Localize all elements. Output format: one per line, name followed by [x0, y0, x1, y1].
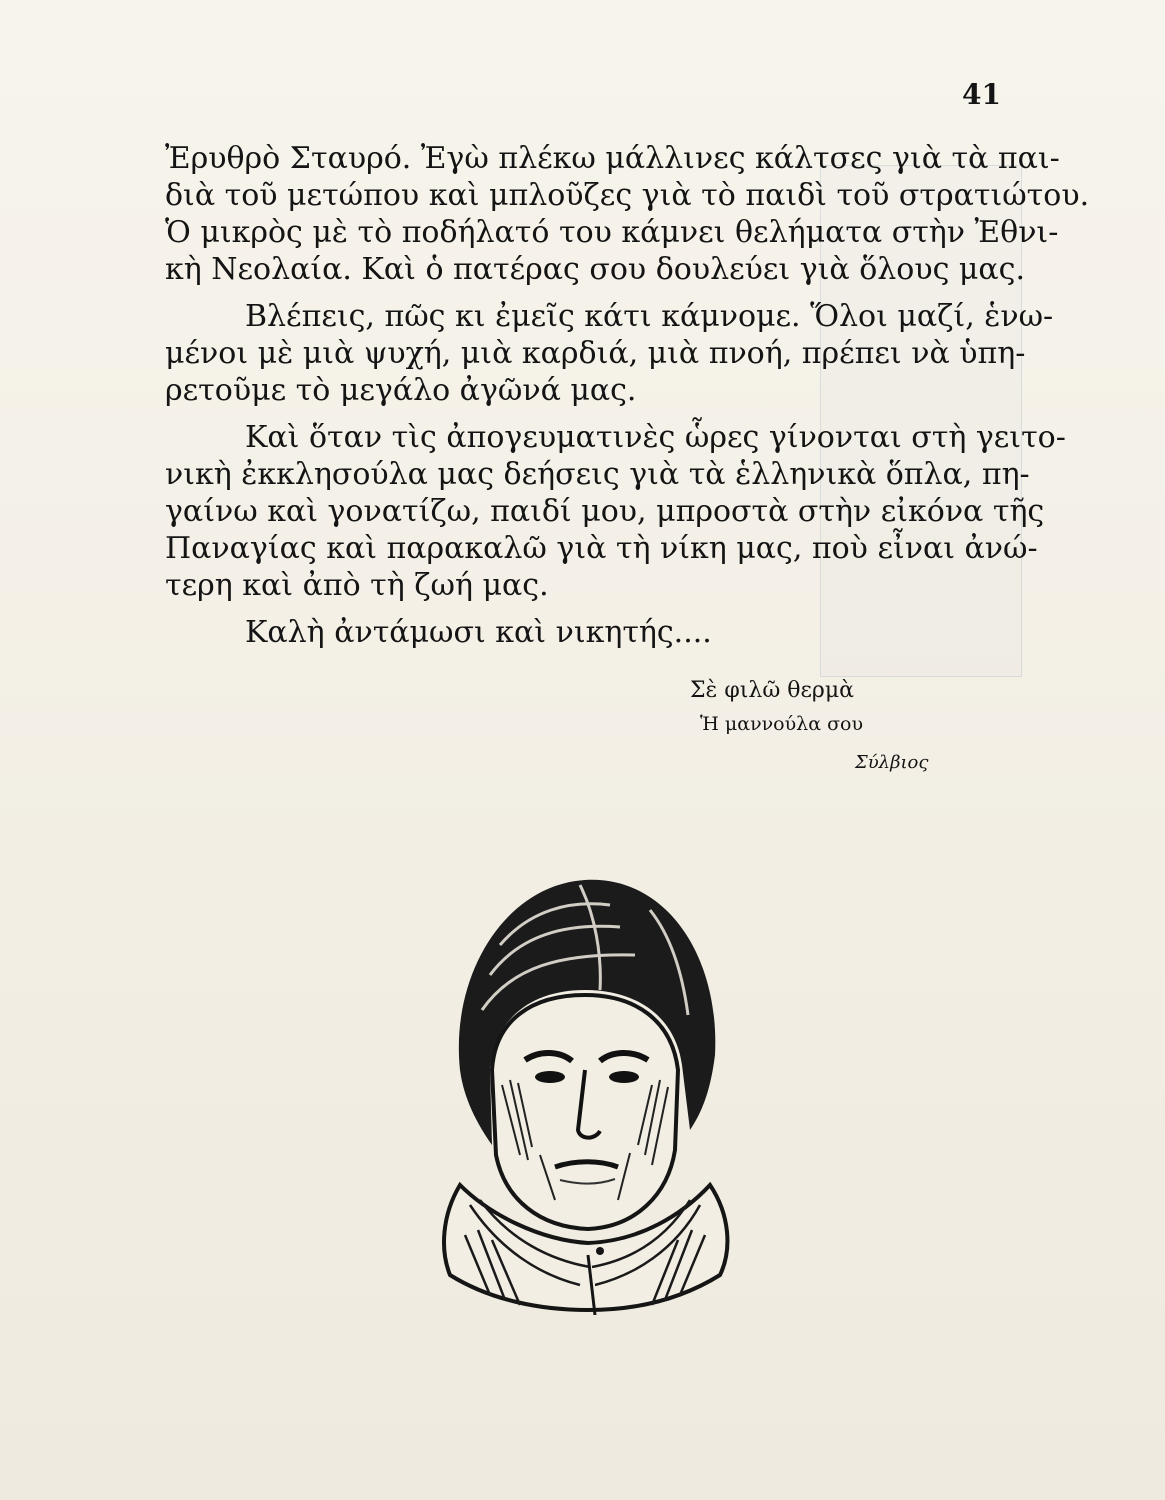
closing-line-2: Ἡ μαννούλα σου: [700, 713, 864, 735]
closing-line: Σὲ φιλῶ θερμὰ: [690, 678, 854, 703]
text-line: κὴ Νεολαία. Καὶ ὁ πατέρας σου δουλεύει γιὰ ὅλους μας.: [165, 252, 1025, 287]
page-number: 41: [962, 78, 1001, 111]
paragraph-4: [165, 614, 1015, 651]
text-line: Ἐρυθρὸ Σταυρό. Ἐγὼ πλέκω μάλλινες κάλτσες γιὰ τὰ παι-: [165, 141, 1060, 176]
letter-body: [165, 140, 1090, 651]
text-line: Καλὴ ἀντάμωσι καὶ νικητής....: [245, 615, 712, 650]
text-line: τερη καὶ ἀπὸ τὴ ζωή μας.: [165, 568, 549, 603]
text-line: ρετοῦμε τὸ μεγάλο ἀγῶνά μας.: [165, 373, 637, 408]
paragraph-2: [165, 298, 1054, 409]
text-line: Βλέπεις, πῶς κι ἐμεῖς κάτι κάμνομε. Ὅλοι μαζί, ἑνω-: [245, 299, 1054, 334]
text-line: νικὴ ἐκκλησούλα μας δεήσεις γιὰ τὰ ἑλληνικὰ ὅπλα, πη-: [165, 457, 1030, 492]
text-line: γαίνω καὶ γονατίζω, παιδί μου, μπροστὰ στὴν εἰκόνα τῆς: [165, 494, 1045, 529]
paragraph-3: [165, 419, 1066, 604]
text-line: Ὁ μικρὸς μὲ τὸ ποδήλατό του κάμνει θελήματα στὴν Ἐθνι-: [165, 215, 1059, 250]
text-line: διὰ τοῦ μετώπου καὶ μπλοῦζες γιὰ τὸ παιδὶ τοῦ στρατιώτου.: [165, 178, 1090, 213]
soldier-portrait-icon: [420, 855, 740, 1315]
text-line: Καὶ ὅταν τὶς ἀπογευματινὲς ὧρες γίνονται στὴ γειτο-: [245, 420, 1066, 455]
text-line: Παναγίας καὶ παρακαλῶ γιὰ τὴ νίκη μας, ποὺ εἶναι ἀνώ-: [165, 531, 1038, 566]
text-line: μένοι μὲ μιὰ ψυχή, μιὰ καρδιά, μιὰ πνοή, πρέπει νὰ ὑπη-: [165, 336, 1026, 371]
paragraph-1: [165, 140, 1090, 288]
signature: Σύλβιος: [855, 752, 929, 773]
